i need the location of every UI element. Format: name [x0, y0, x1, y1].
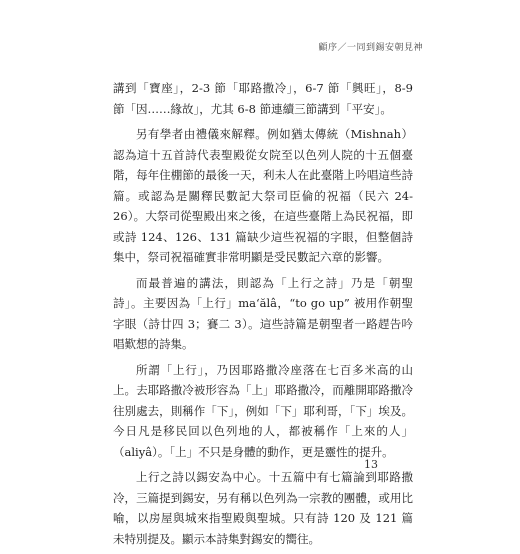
running-header: 顧序／一同到錫安朝見神 [318, 43, 423, 53]
page-number: 13 [364, 458, 378, 471]
paragraph-1: 講到「寶座」，2-3 節「耶路撒冷」，6-7 節「興旺」，8-9 節「因……緣故」，尤其 6-8 節連續三節講到「平安」。 [113, 81, 413, 116]
body-text [113, 78, 413, 554]
paragraph-3: 而最普遍的講法，則認為「上行之詩」乃是「朝聖詩」。主要因為「上行」ma‘ălâ，“to go up” 被用作朝聖字眼（詩廿四 3；賽二 3）。這些詩篇是朝聖者一路趕告吟唱歎想的詩集。 [113, 275, 413, 351]
paragraph-2: 另有學者由禮儀來解釋。例如猶太傳統（Mishnah）認為這十五首詩代表聖殿從女院至以色列人院的十五個臺階，每年住棚節的最後一天，利未人在此臺階上吟唱這些詩篇。或認為是關釋民數記大祭司臣倫的祝福（民六 24-26）。大祭司從聖殿出來之後，在這些臺階上為民祝福，即或詩 124、126、131 篇缺少這些祝福的字眼，但整個詩集中，祭司祝福確實非常明顯是受民數記六章的影響。 [113, 127, 413, 264]
paragraph-4: 所謂「上行」，乃因耶路撒冷座落在七百多米高的山上。去耶路撒冷被形容為「上」耶路撒冷，而離開耶路撒冷往別處去，則稱作「下」，例如「下」耶利哥，「下」埃及。今日凡是移民回以色列地的人，都被稱作「上來的人」（aliyâ）。「上」不只是身體的動作，更是靈性的提升。 [113, 362, 413, 459]
paragraph-5: 上行之詩以錫安為中心。十五篇中有七篇論到耶路撒冷，三篇提到錫安，另有稱以色列為一宗教的團體，或用比喻，以房屋與城來指聖殿與聖城。只有詩 120 及 121 篇未特別提及。顯示本詩集對錫安的嚮往。 [113, 470, 413, 546]
